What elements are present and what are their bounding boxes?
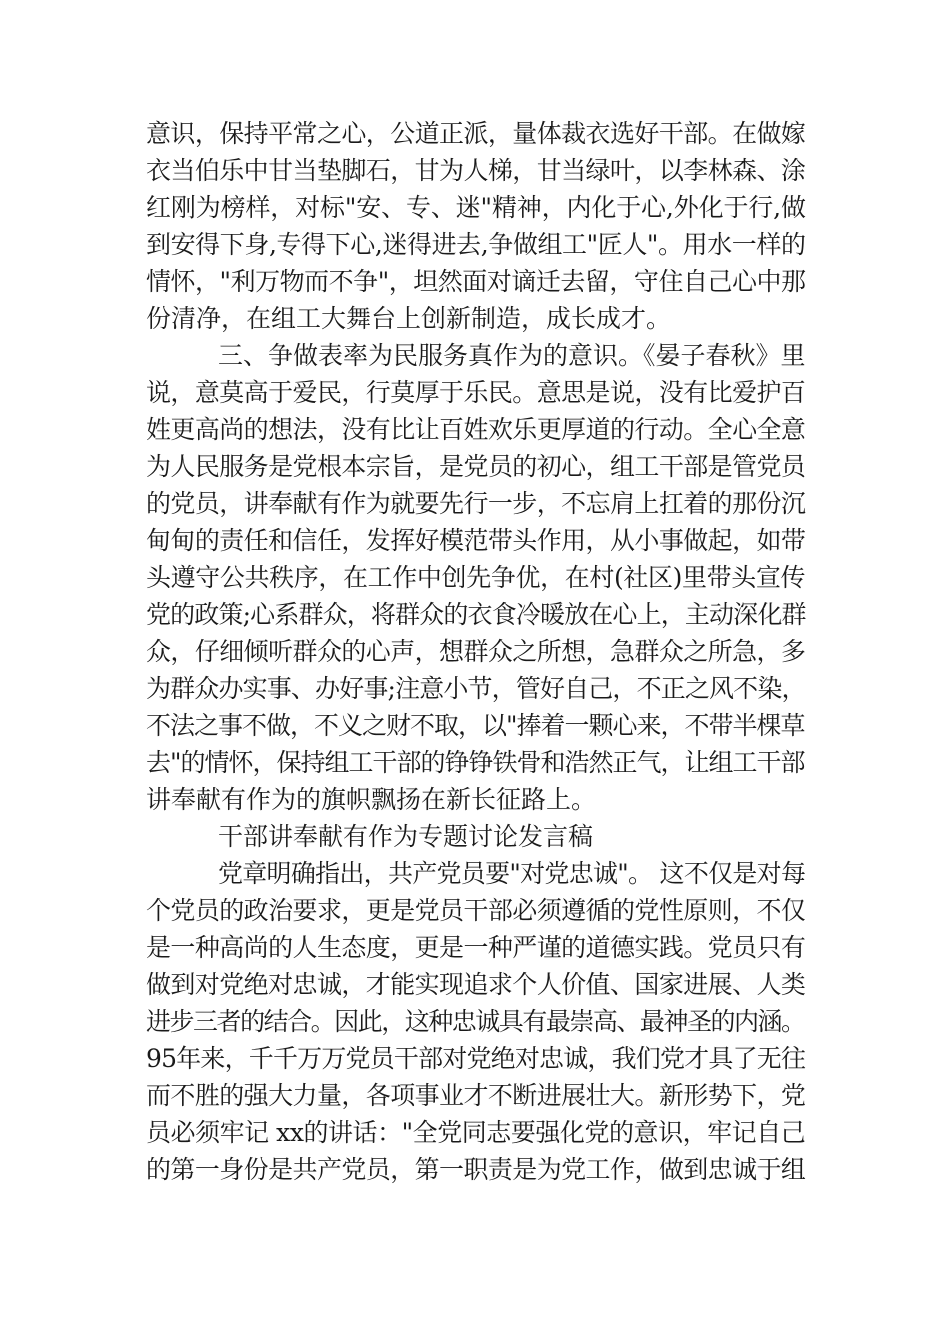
text-line: 众，仔细倾听群众的心声，想群众之所想，急群众之所急，多 (146, 637, 806, 666)
text-line: 做到对党绝对忠诚，才能实现追求个人价值、国家进展、人类 (146, 970, 806, 999)
paragraph-start-line: 党章明确指出，共产党员要"对党忠诚"。 这不仅是对每 (218, 859, 806, 888)
text-line: 为人民服务是党根本宗旨，是党员的初心，组工干部是管党员 (146, 452, 806, 481)
text-line: 个党员的政治要求，更是党员干部必须遵循的党性原则，不仅 (146, 896, 806, 925)
paragraph-start-line: 干部讲奉献有作为专题讨论发言稿 (218, 822, 594, 851)
text-line: 红刚为榜样，对标"安、专、迷"精神，内化于心,外化于行,做 (146, 193, 806, 222)
text-line: 份清净，在组工大舞台上创新制造，成长成才。 (146, 304, 672, 333)
text-line: 头遵守公共秩序，在工作中创先争优，在村(社区)里带头宣传 (146, 563, 806, 592)
text-line: 党的政策;心系群众，将群众的衣食冷暖放在心上，主动深化群 (146, 600, 806, 629)
text-line: 不法之事不做，不义之财不取，以"捧着一颗心来，不带半棵草 (146, 711, 805, 740)
text-line: 95年来，千千万万党员干部对党绝对忠诚，我们党才具了无往 (146, 1044, 806, 1073)
text-line: 是一种高尚的人生态度，更是一种严谨的道德实践。党员只有 (146, 933, 806, 962)
text-line: 进步三者的结合。因此，这种忠诚具有最崇高、最神圣的内涵。 (146, 1007, 805, 1036)
text-line: 甸甸的责任和信任，发挥好模范带头作用，从小事做起，如带 (146, 526, 806, 555)
text-line: 去"的情怀，保持组工干部的铮铮铁骨和浩然正气，让组工干部 (146, 748, 805, 777)
text-line: 衣当伯乐中甘当垫脚石，甘为人梯，甘当绿叶，以李林森、涂 (146, 156, 806, 185)
text-line: 的党员，讲奉献有作为就要先行一步，不忘肩上扛着的那份沉 (146, 489, 806, 518)
text-line: 情怀，"利万物而不争"，坦然面对谪迁去留，守住自己心中那 (146, 267, 806, 296)
text-line: 为群众办实事、办好事;注意小节，管好自己，不正之风不染， (146, 674, 806, 703)
text-line: 讲奉献有作为的旗帜飘扬在新长征路上。 (146, 785, 597, 814)
document-body (146, 115, 806, 1188)
text-line: 说，意莫高于爱民，行莫厚于乐民。意思是说，没有比爱护百 (146, 378, 806, 407)
paragraph-start-line: 三、争做表率为民服务真作为的意识。《晏子春秋》里 (218, 341, 806, 370)
text-line: 而不胜的强大力量，各项事业才不断进展壮大。新形势下，党 (146, 1081, 806, 1110)
text-line: 的第一身份是共产党员，第一职责是为党工作，做到忠诚于组 (146, 1155, 806, 1184)
text-line: 到安得下身,专得下心,迷得进去,争做组工"匠人"。用水一样的 (146, 230, 806, 259)
text-line: 意识，保持平常之心，公道正派，量体裁衣选好干部。在做嫁 (146, 119, 806, 148)
text-line: 员必须牢记 xx的讲话："全党同志要强化党的意识，牢记自己 (146, 1118, 806, 1147)
text-line: 姓更高尚的想法，没有比让百姓欢乐更厚道的行动。全心全意 (146, 415, 806, 444)
